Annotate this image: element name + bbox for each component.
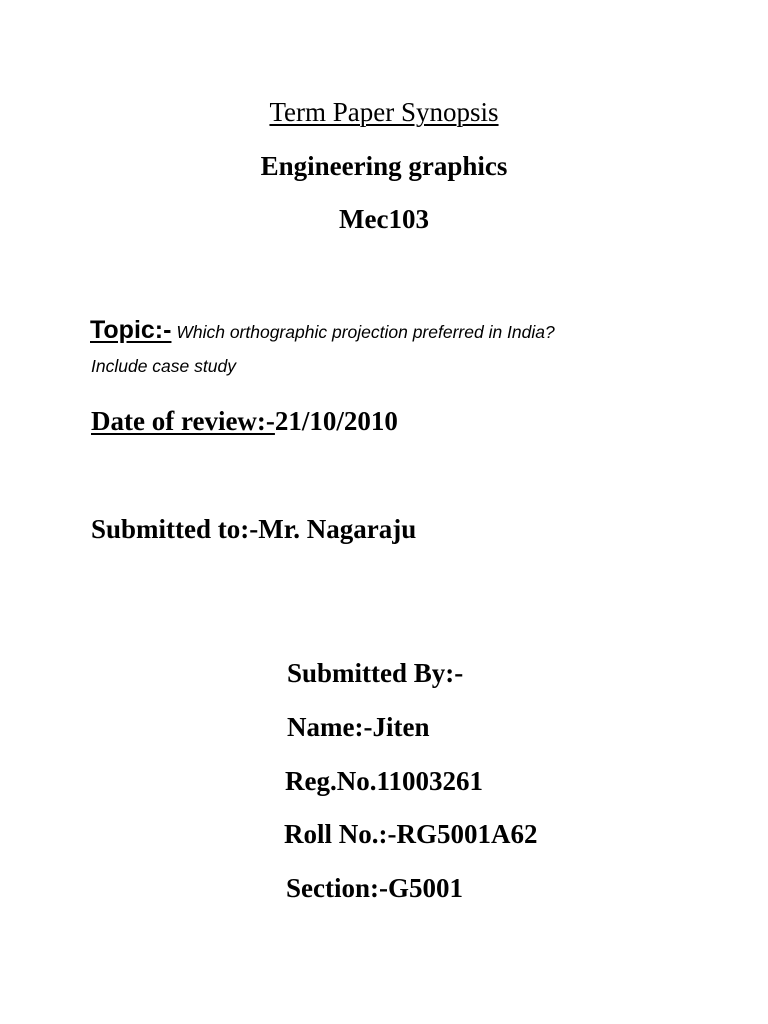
review-line xyxy=(91,408,398,435)
registration-number: 11003261 xyxy=(376,766,483,796)
topic-line xyxy=(90,318,555,343)
section-label: Section:- xyxy=(286,873,388,903)
submitted-to-line xyxy=(91,516,416,543)
submitted-to-name: Mr. Nagaraju xyxy=(258,514,417,544)
registration-label: Reg.No. xyxy=(285,766,377,796)
course-code: Mec103 xyxy=(339,204,429,234)
student-name-line xyxy=(287,714,429,741)
section-line xyxy=(286,875,463,902)
student-name: Jiten xyxy=(372,712,430,742)
review-label: Date of review:- xyxy=(91,406,275,436)
roll-number-line xyxy=(284,821,537,848)
roll-number-label: Roll No.:- xyxy=(284,819,397,849)
document-title: Term Paper Synopsis xyxy=(269,97,499,127)
submitted-to-label: Submitted to:- xyxy=(91,514,259,544)
submitted-by-label: Submitted By:- xyxy=(287,658,464,688)
student-name-label: Name:- xyxy=(287,712,373,742)
topic-text-continuation: Include case study xyxy=(91,356,236,376)
topic-text: Which orthographic projection preferred in India? xyxy=(171,322,555,342)
review-date: 21/10/2010 xyxy=(274,406,398,436)
subject-name: Engineering graphics xyxy=(260,151,508,181)
registration-line xyxy=(285,768,483,795)
topic-label: Topic:- xyxy=(90,316,172,344)
section-value: G5001 xyxy=(387,873,463,903)
roll-number: RG5001A62 xyxy=(396,819,538,849)
